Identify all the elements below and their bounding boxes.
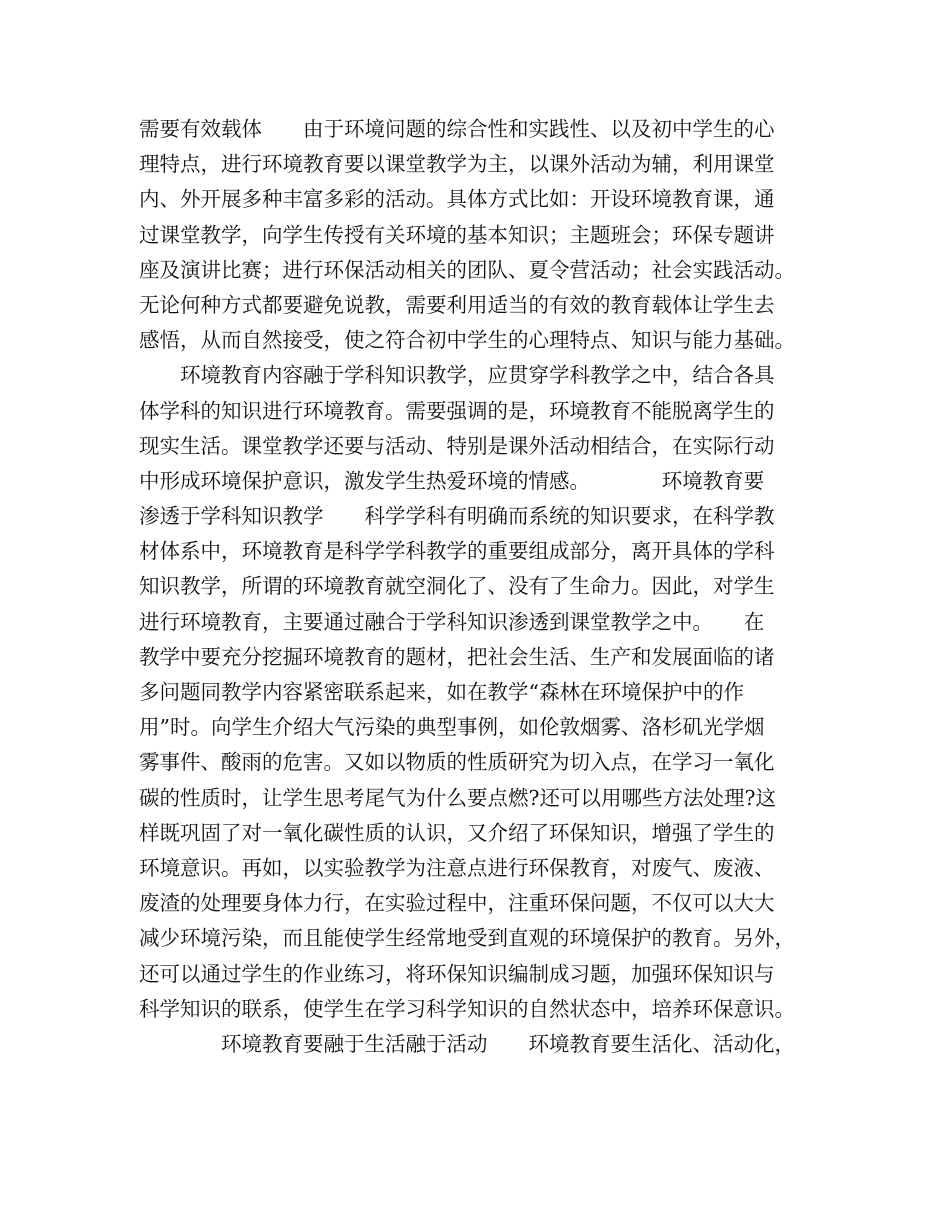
text-line: 环境教育内容融于学科知识教学，应贯穿学科教学之中，结合各具	[139, 363, 775, 388]
text-line: 感悟，从而自然接受，使之符合初中学生的心理特点、知识与能力基础。	[139, 328, 795, 353]
text-line: 环境意识。再如，以实验教学为注意点进行环保教育，对废气、废液、	[139, 855, 775, 880]
text-line: 座及演讲比赛；进行环保活动相关的团队、夏令营活动；社会实践活动。	[139, 257, 795, 282]
text-line: 减少环境污染，而且能使学生经常地受到直观的环境保护的教育。另外，	[139, 926, 795, 951]
text-line: 现实生活。课堂教学还要与活动、特别是课外活动相结合，在实际行动	[139, 433, 775, 458]
body-text	[139, 112, 819, 1062]
text-line: 过课堂教学，向学生传授有关环境的基本知识；主题班会；环保专题讲	[139, 222, 775, 247]
text-line: 内、外开展多种丰富多彩的活动。具体方式比如：开设环境教育课，通	[139, 187, 775, 212]
text-line: 进行环境教育，主要通过融合于学科知识渗透到课堂教学之中。 在	[139, 609, 765, 634]
text-line: 体学科的知识进行环境教育。需要强调的是，环境教育不能脱离学生的	[139, 398, 775, 423]
text-line: 无论何种方式都要避免说教，需要利用适当的有效的教育载体让学生去	[139, 292, 775, 317]
text-line: 科学知识的联系，使学生在学习科学知识的自然状态中，培养环保意识。	[139, 996, 795, 1021]
text-line: 碳的性质时，让学生思考尾气为什么要点燃?还可以用哪些方法处理?这	[139, 785, 776, 810]
text-line: 多问题同教学内容紧密联系起来，如在教学“森林在环境保护中的作	[139, 680, 744, 704]
text-line: 知识教学，所谓的环境教育就空洞化了、没有了生命力。因此，对学生	[139, 574, 775, 599]
text-line: 样既巩固了对一氧化碳性质的认识，又介绍了环保知识，增强了学生的	[139, 820, 775, 845]
text-line: 中形成环境保护意识，激发学生热爱环境的情感。 环境教育要	[139, 468, 765, 493]
text-line: 材体系中，环境教育是科学学科教学的重要组成部分，离开具体的学科	[139, 539, 775, 564]
text-line: 环境教育要融于生活融于活动 环境教育要生活化、活动化，	[139, 1031, 795, 1056]
text-line: 还可以通过学生的作业练习，将环保知识编制成习题，加强环保知识与	[139, 961, 775, 986]
text-line: 废渣的处理要身体力行，在实验过程中，注重环保问题，不仅可以大大	[139, 891, 775, 916]
text-line: 雾事件、酸雨的危害。又如以物质的性质研究为切入点，在学习一氧化	[139, 750, 775, 775]
text-line: 理特点，进行环境教育要以课堂教学为主，以课外活动为辅，利用课堂	[139, 152, 775, 177]
text-line: 渗透于学科知识教学 科学学科有明确而系统的知识要求，在科学教	[139, 504, 775, 529]
text-line: 教学中要充分挖掘环境教育的题材，把社会生活、生产和发展面临的诸	[139, 644, 775, 669]
text-line: 需要有效载体 由于环境问题的综合性和实践性、以及初中学生的心	[139, 117, 775, 141]
text-line: 用”时。向学生介绍大气污染的典型事例，如伦敦烟雾、洛杉矶光学烟	[139, 715, 765, 740]
